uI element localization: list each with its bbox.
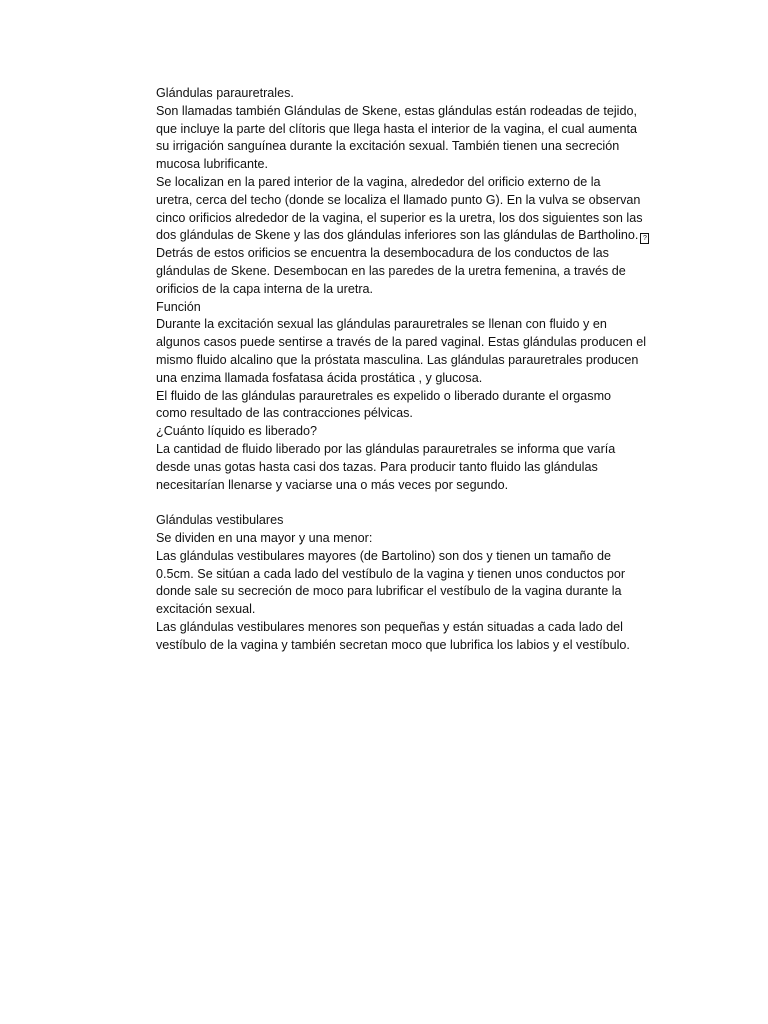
text-line: como resultado de las contracciones pélvicas.	[156, 406, 413, 421]
text-line: desde unas gotas hasta casi dos tazas. Para producir tanto fluido las glándulas	[156, 459, 598, 474]
text-line: su irrigación sanguínea durante la excitación sexual. También tienen una secreción	[156, 139, 620, 154]
text-line: 0.5cm. Se sitúan a cada lado del vestíbulo de la vagina y tienen unos conductos por	[156, 566, 626, 581]
missing-glyph-icon: ?	[640, 233, 649, 244]
text-line: necesitarían llenarse y vaciarse una o más veces por segundo.	[156, 477, 509, 492]
text-line: Se localizan en la pared interior de la vagina, alrededor del orificio externo de la	[156, 174, 601, 189]
text-line: uretra, cerca del techo (donde se localiza el llamado punto G). En la vulva se observan	[156, 192, 641, 207]
text-line: Se dividen en una mayor y una menor:	[156, 530, 373, 545]
text-line: Durante la excitación sexual las glándulas parauretrales se llenan con fluido y en	[156, 317, 607, 332]
text-line: Detrás de estos orificios se encuentra la desembocadura de los conductos de las	[156, 246, 609, 261]
section-title-parauretrales: Glándulas parauretrales.	[156, 86, 294, 100]
text-line: cinco orificios alrededor de la vagina, el superior es la uretra, los dos siguientes son las	[156, 210, 643, 225]
text-line: orificios de la capa interna de la uretra.	[156, 281, 374, 296]
text-line: vestíbulo de la vagina y también secretan moco que lubrifica los labios y el vestíbulo.	[156, 637, 630, 652]
text-line: El fluido de las glándulas parauretrales es expelido o liberado durante el orgasmo	[156, 388, 612, 403]
text-line: algunos casos puede sentirse a través de la pared vaginal. Estas glándulas producen el	[156, 335, 647, 350]
text-line: La cantidad de fluido liberado por las glándulas parauretrales se informa que varía	[156, 441, 616, 456]
text-line: mucosa lubrificante.	[156, 157, 268, 172]
text-line: una enzima llamada fosfatasa ácida prostática , y glucosa.	[156, 370, 483, 385]
section-title-vestibulares: Glándulas vestibulares	[156, 513, 284, 528]
document-body	[156, 85, 666, 655]
text-line: glándulas de Skene. Desembocan en las paredes de la uretra femenina, a través de	[156, 263, 626, 278]
text-line: que incluye la parte del clítoris que llega hasta el interior de la vagina, el cual aumenta	[156, 121, 637, 136]
text-line: donde sale su secreción de moco para lubrificar el vestíbulo de la vagina durante la	[156, 584, 622, 599]
blank-line	[156, 494, 666, 512]
text-line: Las glándulas vestibulares menores son pequeñas y están situadas a cada lado del	[156, 619, 623, 634]
text-line: excitación sexual.	[156, 602, 256, 617]
text-line-with-glyph	[156, 227, 666, 245]
section-title-funcion: Función	[156, 299, 201, 314]
text-line: Son llamadas también Glándulas de Skene, estas glándulas están rodeadas de tejido,	[156, 103, 637, 118]
text-line: Las glándulas vestibulares mayores (de Bartolino) son dos y tienen un tamaño de	[156, 548, 612, 563]
section-question: ¿Cuánto líquido es liberado?	[156, 424, 318, 439]
text-line: dos glándulas de Skene y las dos glándulas inferiores son las glándulas de Bartholino.	[156, 228, 639, 243]
text-line: mismo fluido alcalino que la próstata masculina. Las glándulas parauretrales producen	[156, 352, 639, 367]
